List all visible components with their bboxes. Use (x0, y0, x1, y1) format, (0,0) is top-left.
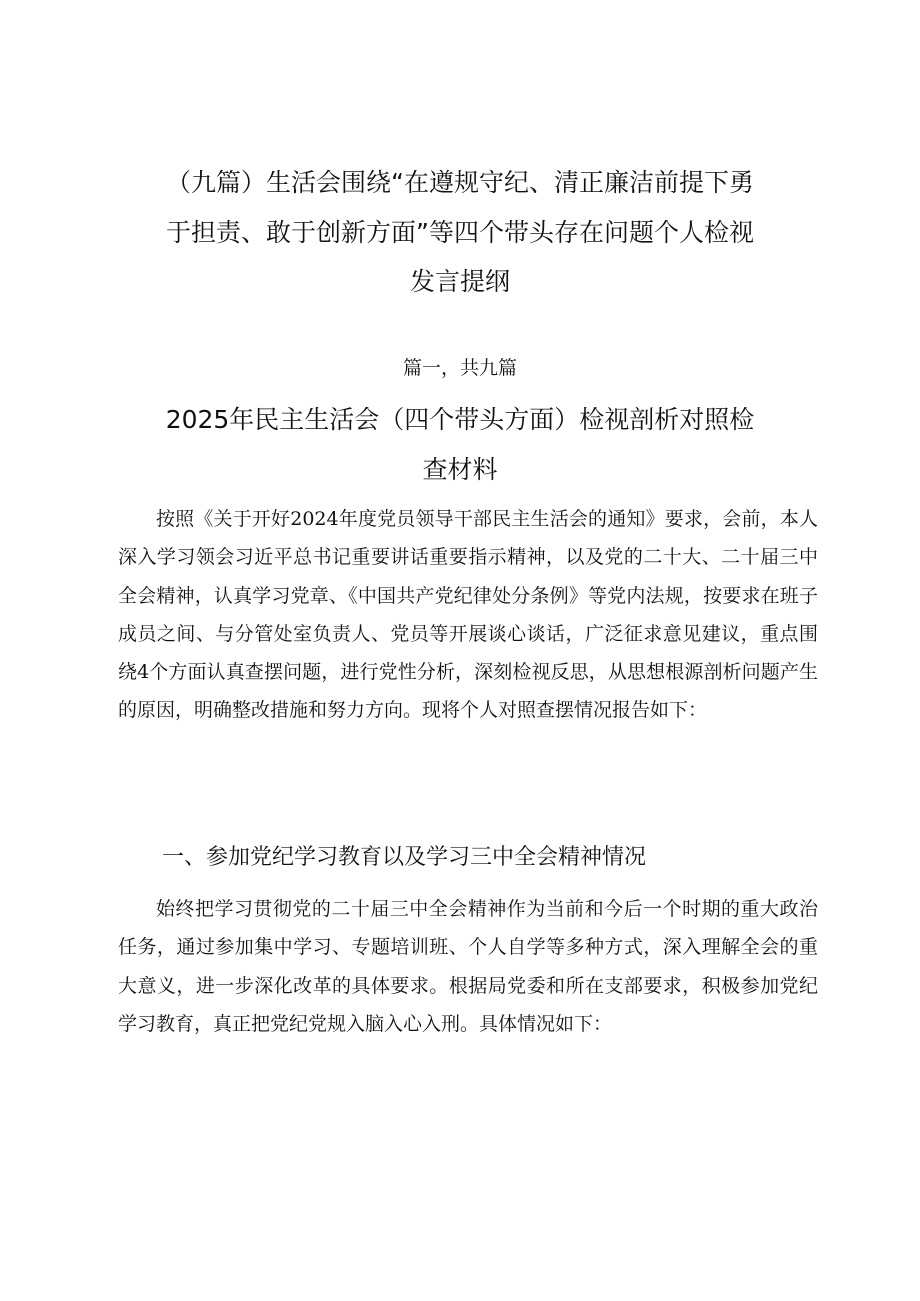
section-heading-1: 一、参加党纪学习教育以及学习三中全会精神情况 (162, 845, 647, 870)
subtitle-line-1: 2025年民主生活会（四个带头方面）检视剖析对照检 (165, 405, 755, 434)
document-title-line-1: （九篇）生活会围绕“在遵规守纪、清正廉洁前提下勇 (166, 168, 754, 197)
paragraph-intro: 按照《关于开好2024年度党员领导干部民主生活会的通知》要求，会前，本人深入学习领会习近平总书记重要讲话重要指示精神，以及党的二十大、二十届三中全会精神，认真学习党章、《中国共产党纪律处分条例》等党内法规，按要求在班子成员之间、与分管处室负责人、党员等开展谈心谈话，广泛征求意见建议，重点围绕4个方面认真查摆问题，进行党性分析，深刻检视反思，从思想根源剖析问题产生的原因，明确整改措施和努力方向。现将个人对照查摆情况报告如下： (118, 508, 818, 722)
document-title-line-3: 发言提纲 (409, 267, 510, 296)
section-marker: 篇一，共九篇 (402, 357, 517, 379)
subtitle-line-2: 查材料 (422, 455, 498, 484)
paragraph-section-1: 始终把学习贯彻党的二十届三中全会精神作为当前和今后一个时期的重大政治任务，通过参加集中学习、专题培训班、个人自学等多种方式，深入理解全会的重大意义，进一步深化改革的具体要求。根据局党委和所在支部要求，积极参加党纪学习教育，真正把党纪党规入脑入心入刑。具体情况如下： (118, 898, 818, 1035)
document-title-line-2: 于担责、敢于创新方面”等四个带头存在问题个人检视 (166, 218, 754, 247)
